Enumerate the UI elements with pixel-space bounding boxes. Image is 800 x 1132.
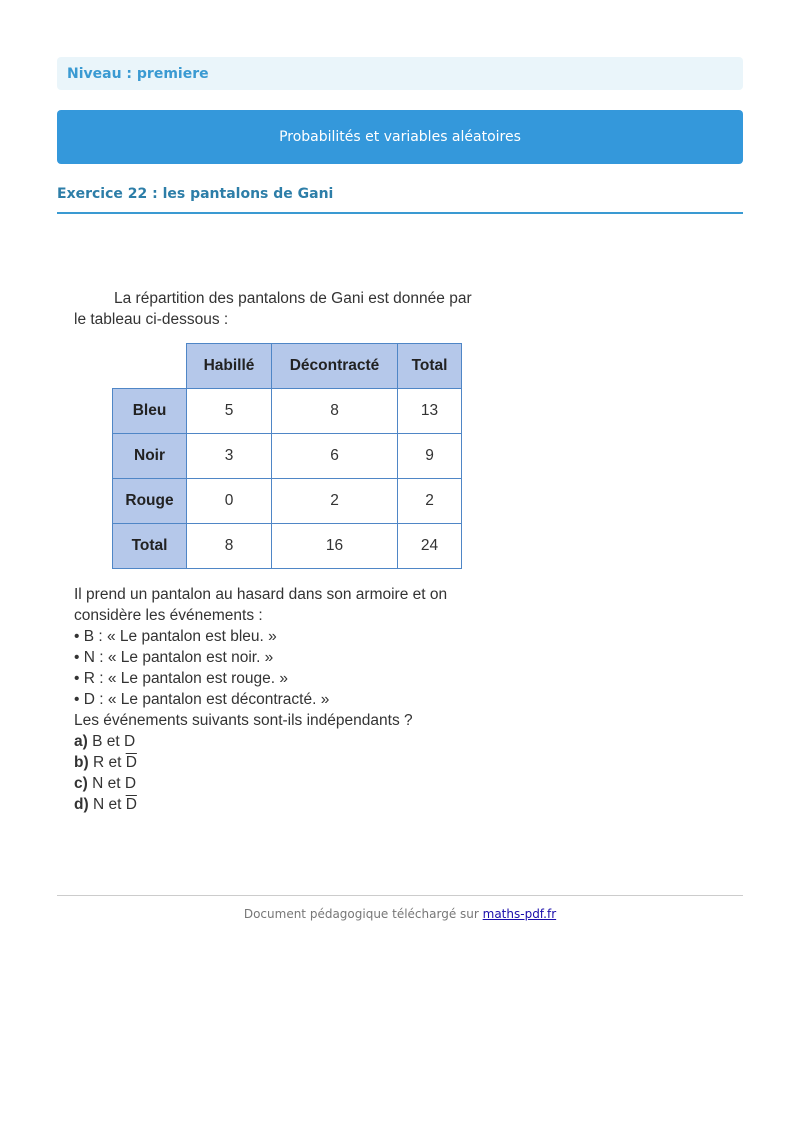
event-symbol: D — [124, 775, 137, 792]
title-divider — [57, 212, 743, 214]
question-text: N et — [92, 796, 126, 813]
intro-text — [74, 288, 514, 330]
level-box — [57, 57, 743, 90]
statement-line-1: Il prend un pantalon au hasard dans son armoire et on — [74, 586, 448, 603]
subject-title: Probabilités et variables aléatoires — [279, 129, 521, 145]
question-text: N et — [92, 775, 125, 792]
event-item: • B : « Le pantalon est bleu. » — [74, 628, 277, 645]
intro-line-1: La répartition des pantalons de Gani est donnée par — [114, 290, 472, 307]
table-cell: 16 — [272, 524, 398, 569]
footer-text: Document pédagogique téléchargé sur — [243, 907, 483, 921]
footer-divider — [57, 895, 743, 896]
table-header-row — [113, 344, 462, 389]
footer-link[interactable]: maths-pdf.fr — [482, 907, 557, 921]
table-cell: 24 — [398, 524, 462, 569]
question-label: a) — [74, 733, 88, 750]
table-corner — [113, 344, 187, 389]
event-complement-symbol: $\overline{D}$ — [125, 754, 137, 771]
statement-line-2: considère les événements : — [74, 607, 263, 624]
event-complement-symbol: $\overline{D}$ — [125, 796, 137, 813]
table-cell: 13 — [398, 389, 462, 434]
table-cell: 5 — [187, 389, 272, 434]
footer — [57, 907, 743, 921]
table-row — [113, 434, 462, 479]
event-item: • D : « Le pantalon est décontracté. » — [74, 691, 330, 708]
table-cell: 0 — [187, 479, 272, 524]
pants-table — [112, 343, 462, 569]
table-header: Total — [398, 344, 462, 389]
question-label: c) — [74, 775, 88, 792]
table-cell: 9 — [398, 434, 462, 479]
question-text: Les événements suivants sont-ils indépendants ? — [74, 712, 413, 729]
question-item — [74, 731, 514, 752]
question-text: B et — [92, 733, 124, 750]
table-cell: 2 — [398, 479, 462, 524]
level-label: Niveau : premiere — [67, 65, 209, 82]
question-item — [74, 773, 514, 794]
table-row — [113, 524, 462, 569]
event-item: • N : « Le pantalon est noir. » — [74, 649, 274, 666]
subject-banner — [57, 110, 743, 164]
exercise-title: Exercice 22 : les pantalons de Gani — [57, 186, 334, 202]
exercise-content — [74, 288, 514, 813]
table-cell: 2 — [272, 479, 398, 524]
question-label: b) — [74, 754, 89, 771]
event-item: • R : « Le pantalon est rouge. » — [74, 670, 288, 687]
table-cell: 8 — [187, 524, 272, 569]
row-label: Rouge — [113, 479, 187, 524]
question-label: d) — [74, 796, 89, 813]
question-text: R et — [92, 754, 126, 771]
table-row — [113, 389, 462, 434]
intro-line-2: le tableau ci-dessous : — [74, 311, 229, 328]
row-label: Total — [113, 524, 187, 569]
table-cell: 3 — [187, 434, 272, 479]
row-label: Noir — [113, 434, 187, 479]
event-symbol: D — [124, 733, 136, 750]
question-item — [74, 752, 514, 773]
table-header: Décontracté — [272, 344, 398, 389]
row-label: Bleu — [113, 389, 187, 434]
table-cell: 8 — [272, 389, 398, 434]
question-item — [74, 794, 514, 815]
table-row — [113, 479, 462, 524]
table-header: Habillé — [187, 344, 272, 389]
exercise-statement — [74, 584, 514, 815]
table-cell: 6 — [272, 434, 398, 479]
